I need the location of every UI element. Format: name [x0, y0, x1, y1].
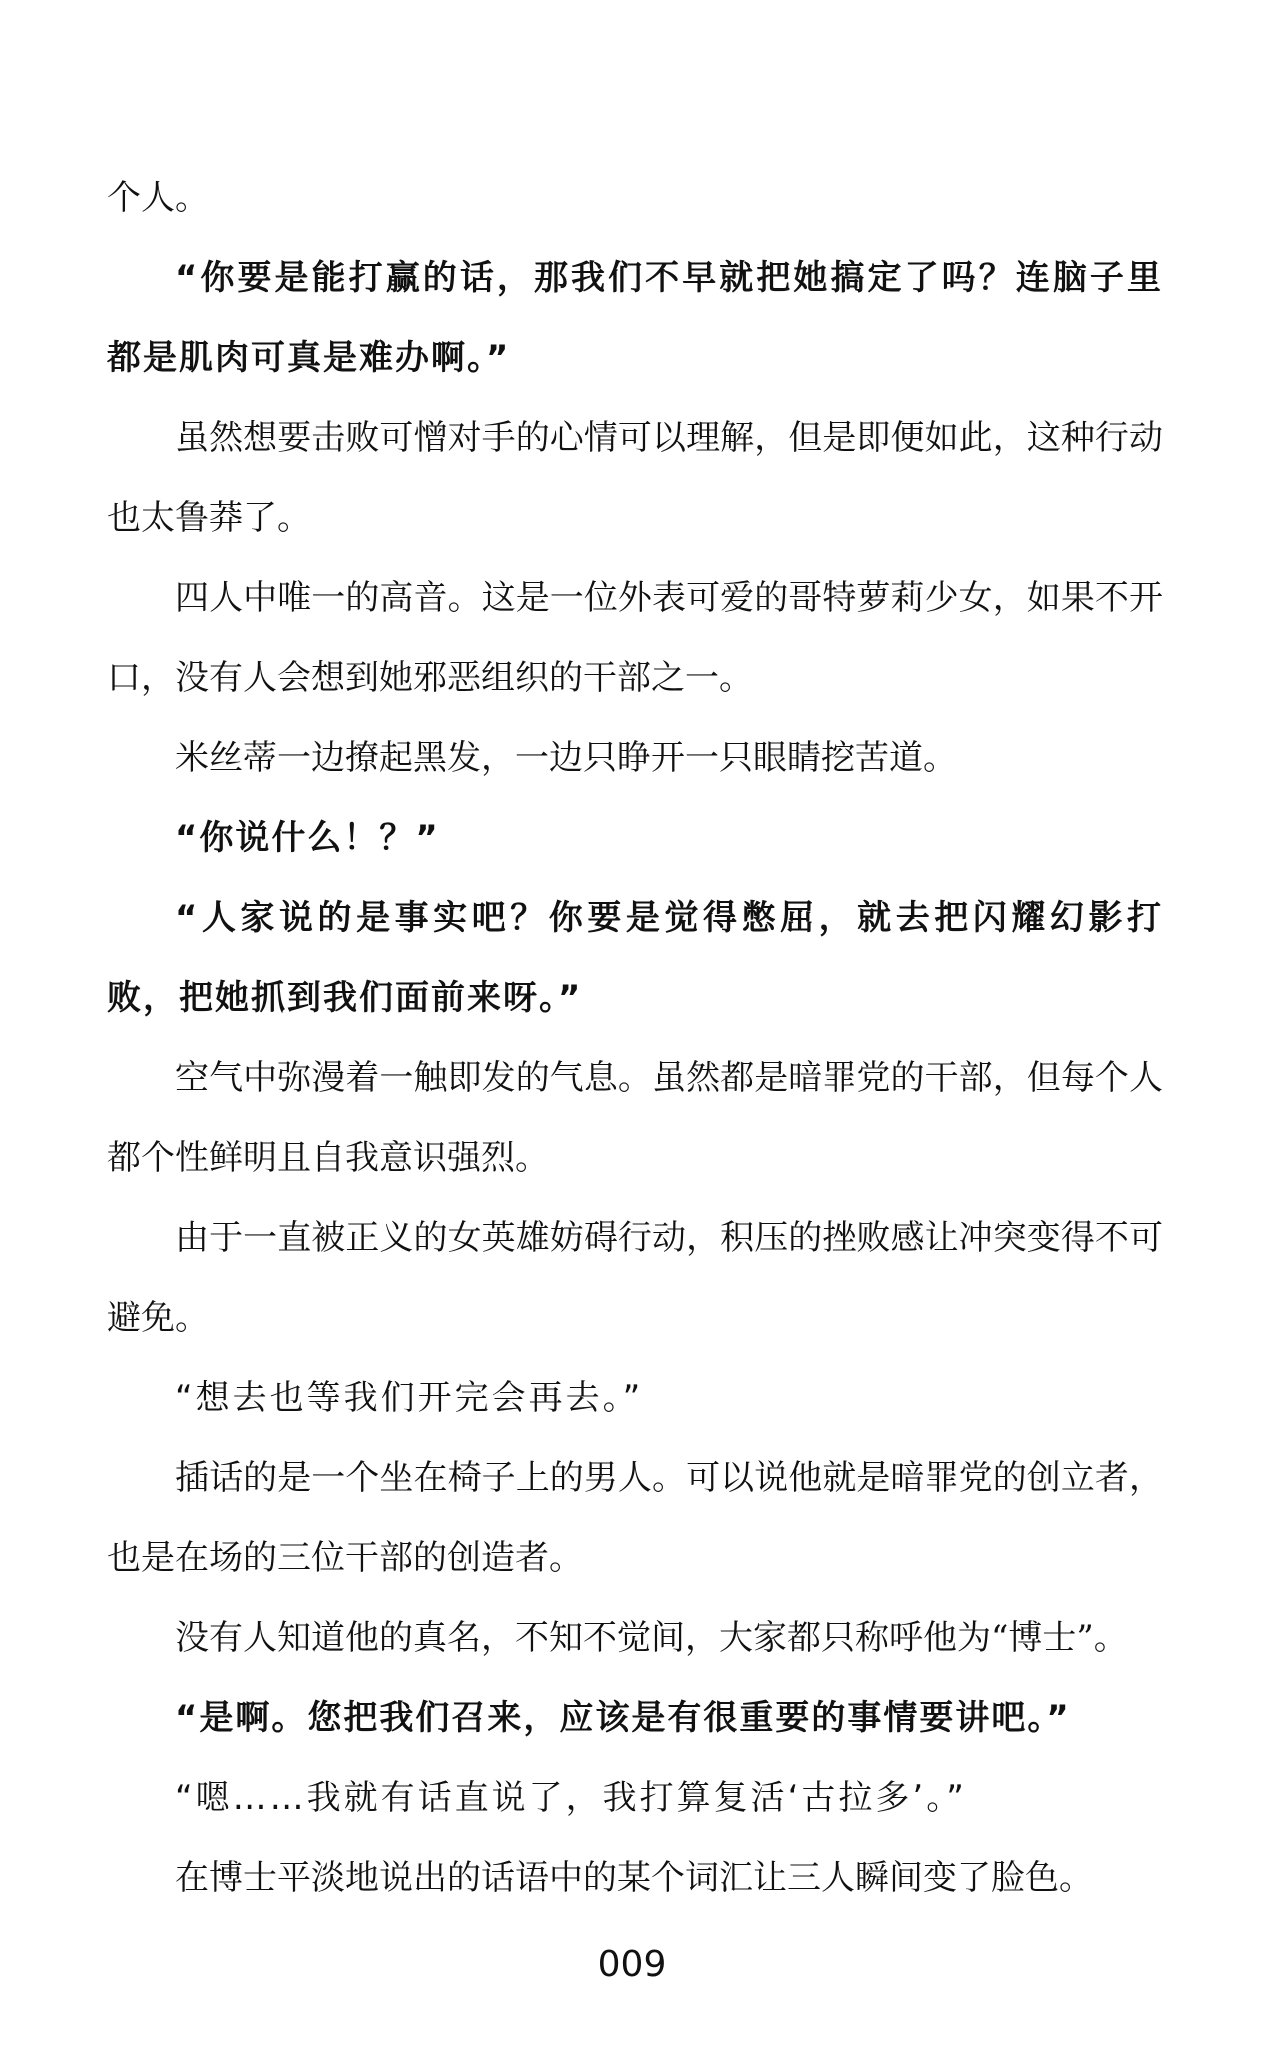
paragraph-2: “你要是能打赢的话，那我们不早就把她搞定了吗？连脑子里都是肌肉可真是难办啊。” — [107, 258, 1163, 378]
paragraph-6: “你说什么！？” — [175, 818, 440, 858]
paragraph-8: 空气中弥漫着一触即发的气息。虽然都是暗罪党的干部，但每个人都个性鲜明且自我意识强烈。 — [107, 1058, 1163, 1178]
paragraph-11: 插话的是一个坐在椅子上的男人。可以说他就是暗罪党的创立者，也是在场的三位干部的创造者。 — [107, 1458, 1163, 1578]
page-number: 009 — [597, 1944, 667, 1985]
paragraph-4: 四人中唯一的高音。这是一位外表可爱的哥特萝莉少女，如果不开口，没有人会想到她邪恶组织的干部之一。 — [107, 578, 1163, 698]
paragraph-10: “想去也等我们开完会再去。” — [175, 1378, 644, 1418]
paragraph-1: 个人。 — [107, 178, 209, 218]
paragraph-5: 米丝蒂一边撩起黑发，一边只睁开一只眼睛挖苦道。 — [175, 738, 957, 778]
paragraph-9: 由于一直被正义的女英雄妨碍行动，积压的挫败感让冲突变得不可避免。 — [107, 1218, 1163, 1338]
paragraph-15: 在博士平淡地说出的话语中的某个词汇让三人瞬间变了脸色。 — [175, 1858, 1093, 1898]
paragraph-13: “是啊。您把我们召来，应该是有很重要的事情要讲吧。” — [175, 1698, 1071, 1738]
paragraph-12: 没有人知道他的真名，不知不觉间，大家都只称呼他为“博士”。 — [175, 1618, 1128, 1658]
paragraph-14: “嗯……我就有话直说了，我打算复活‘古拉多’。” — [175, 1778, 967, 1818]
paragraph-7: “人家说的是事实吧？你要是觉得憋屈，就去把闪耀幻影打败，把她抓到我们面前来呀。” — [107, 898, 1163, 1018]
paragraph-3: 虽然想要击败可憎对手的心情可以理解，但是即便如此，这种行动也太鲁莽了。 — [107, 418, 1163, 538]
body-text — [107, 158, 1163, 1918]
